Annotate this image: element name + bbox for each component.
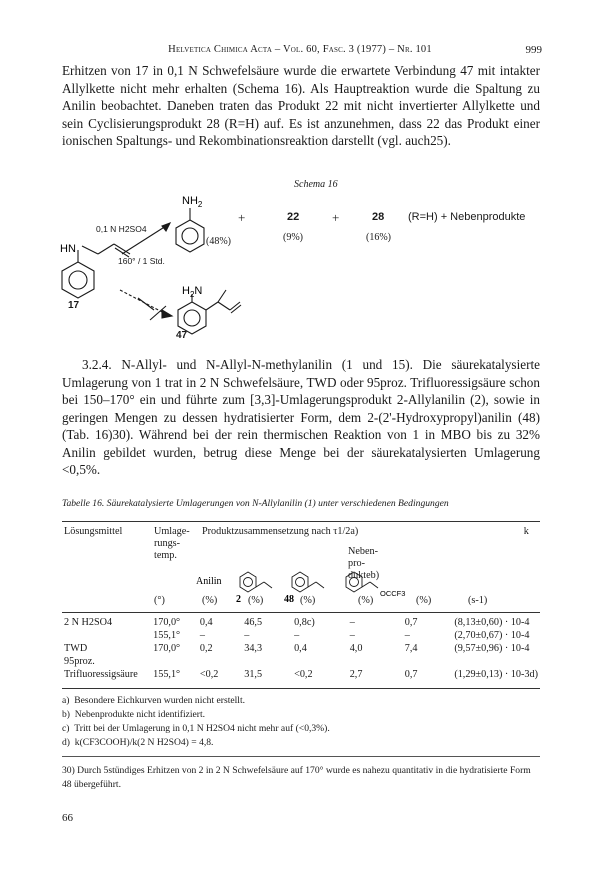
table-rows bbox=[62, 616, 540, 681]
table-body bbox=[62, 595, 540, 606]
units-row: (°) (%) (%) (%) (%) (%) (s-1) bbox=[154, 595, 488, 606]
table-16 bbox=[62, 526, 540, 606]
table-row: 95proz. bbox=[64, 656, 95, 667]
page-number-bottom: 66 bbox=[62, 812, 73, 824]
table-caption: Tabelle 16. Säurekatalysierte Umlagerungen von N-Allylanilin (1) unter verschiedenen Bedingungen bbox=[62, 498, 449, 509]
h2n-label-47: $H_2N$ bbox=[182, 285, 203, 299]
compound-17: 17 bbox=[68, 300, 80, 311]
table-rule-mid bbox=[62, 612, 540, 613]
conditions-label: 160° / 1 Std. bbox=[118, 256, 165, 266]
footnote-a: a) Besondere Eichkurven wurden nicht erstellt. bbox=[62, 695, 246, 706]
reagent-label: 0,1 N H2SO4 bbox=[96, 224, 147, 234]
footnote-separator bbox=[62, 756, 540, 757]
nh2-label-aniline: $NH_2$ bbox=[182, 195, 203, 209]
footnote-30: 30) Durch 5stündiges Erhitzen von 2 in 2 N Schwefelsäure auf 170° wurde es nahezu quantitativ in die hydratisierte Form 48 übergeführt. bbox=[62, 765, 531, 790]
footnote-d: d) k(CF3COOH)/k(2 N H2SO4) = 4,8. bbox=[62, 737, 214, 748]
header-k: k bbox=[523, 526, 529, 537]
scheme-label: Schema 16 bbox=[294, 179, 338, 190]
header-side-products: Neben-pro-dukteb) bbox=[348, 546, 380, 581]
header-aniline: Anilin bbox=[196, 576, 222, 587]
running-header: Helvetica Chimica Acta – Vol. 60, Fasc. 3 (1977) – Nr. 101 bbox=[168, 44, 432, 55]
benzene-ring-17 bbox=[62, 262, 94, 298]
table-row: Trifluoressigsäure 155,1° <0,2 31,5 <0,2 2,7 0,7 (1,29±0,13) · 10-3d) bbox=[64, 669, 538, 680]
header-products: Produktzusammensetzung nach τ1/2a) bbox=[202, 526, 359, 537]
benzene-ring-aniline bbox=[176, 220, 204, 252]
header-compound-2: 2 bbox=[236, 594, 241, 605]
header-compound-48: 48 bbox=[284, 594, 294, 605]
paragraph-1: Erhitzen von 17 in 0,1 N Schwefelsäure wurde die erwartete Verbindung 47 mit intakter Allylkette nicht mehr erhalten (Schema 16). Als Hauptreaktion wurde die Spaltung zu Anilin beobachtet. Daneben traten das Produkt 22 mit nicht invertierter Allylkette und sein Cyclisierungsprodukt 28 (R=H) auf. Es ist anzunehmen, dass 22 das Produkt einer ionischen Spaltungs- und Rekombinationsreaktion darstellt (vgl. auch25). bbox=[62, 63, 540, 148]
yield-22: (9%) bbox=[283, 232, 303, 243]
table-row: 155,1° – – – – – (2,70±0,67) · 10-4 bbox=[153, 630, 530, 641]
header-temp: Umlage-rungs-temp. bbox=[154, 526, 190, 561]
table-header-row bbox=[62, 526, 540, 562]
hn-label-17: HN bbox=[60, 243, 76, 255]
table-footnotes bbox=[62, 694, 540, 750]
plus-2: + bbox=[332, 210, 340, 225]
compound-22: 22 bbox=[287, 211, 300, 223]
table-rule-bottom bbox=[62, 688, 540, 689]
paragraph-2: 3.2.4. N-Allyl- und N-Allyl-N-methylanilin (1 und 15). Die säurekatalysierte Umlagerung von 1 trat in 2 N Schwefelsäure, TWD oder 95proz. Trifluoressigsäure schon bei 150–170° ein und führte zum [3,3]-Umlagerungsprodukt 2-Allylanilin (2), sowie in geringen Mengen zu dessen hydratisierter Form, dem 2-(2'-Hydroxypropyl)anilin (48) (Tab. 16)30). Während bei der rein thermischen Reaktion von 1 in MBO bis zu 32% Anilin gebildet wurden, betrug diese Menge bei der säurekatalysierten Umlagerung <0,5%. bbox=[62, 357, 540, 477]
header-solvent: Lösungsmittel bbox=[64, 526, 123, 537]
side-products-label: (R=H) + Nebenprodukte bbox=[408, 211, 526, 223]
table-row: TWD 170,0° 0,2 34,3 0,4 4,0 7,4 (9,57±0,96) · 10-4 bbox=[64, 643, 530, 654]
header-ocf3: OCCF3 bbox=[380, 589, 406, 598]
table-row: 2 N H2SO4 170,0° 0,4 46,5 0,8c) – 0,7 (8,13±0,60) · 10-4 bbox=[64, 617, 530, 628]
footnote-b: b) Nebenprodukte nicht identifiziert. bbox=[62, 709, 206, 720]
yield-28: (16%) bbox=[366, 232, 391, 243]
page-number-top: 999 bbox=[525, 44, 542, 56]
compound-47: 47 bbox=[176, 330, 188, 341]
compound-28: 28 bbox=[372, 211, 385, 223]
plus-1: + bbox=[238, 210, 246, 225]
footnote-c: c) Tritt bei der Umlagerung in 0,1 N H2SO4 nicht mehr auf (<0,3%). bbox=[62, 723, 330, 734]
yield-aniline: (48%) bbox=[206, 236, 231, 247]
table-rule-top bbox=[62, 521, 540, 522]
